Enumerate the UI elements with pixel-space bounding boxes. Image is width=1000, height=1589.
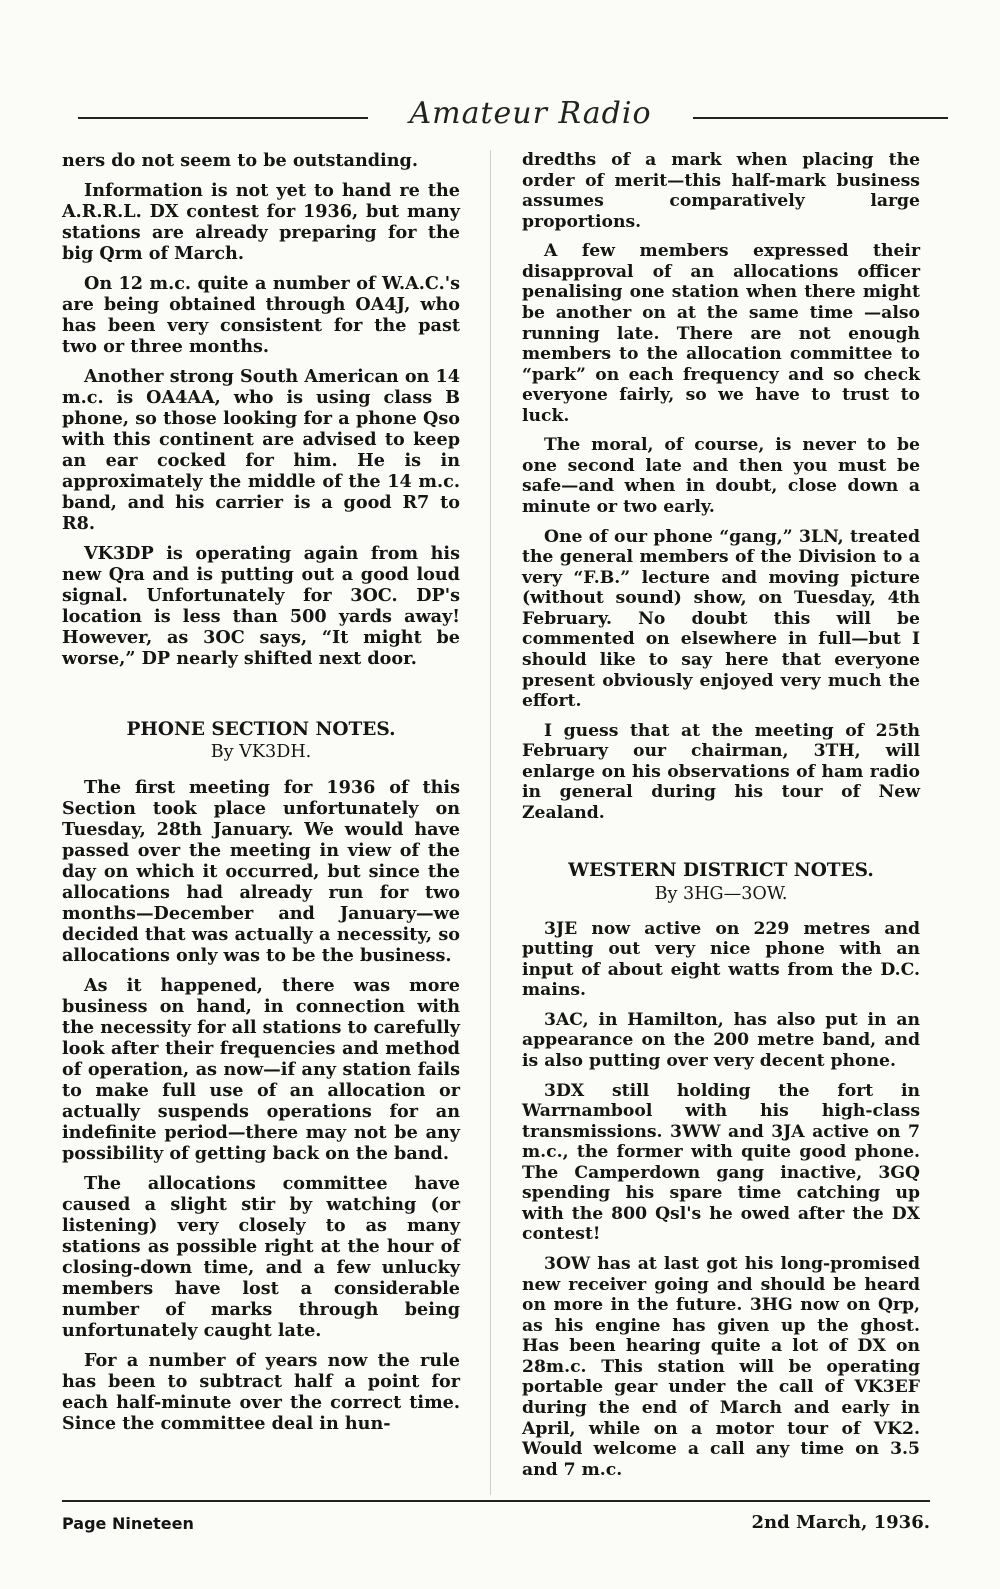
right-column xyxy=(522,150,920,1489)
paragraph: 3AC, in Hamilton, has also put in an appearance on the 200 metre band, and is also putting over very decent phone. xyxy=(522,1009,920,1071)
paragraph: dredths of a mark when placing the order of merit—this half-mark business assumes comparatively large proportions. xyxy=(522,150,920,232)
section-byline-phone: By VK3DH. xyxy=(210,742,312,762)
paragraph: The allocations committee have caused a slight stir by watching (or listening) very closely to as many stations as possible right at the hour of closing-down time, and a few unlucky members have lost a considerable number of marks through being unfortunately caught late. xyxy=(62,1173,460,1341)
paragraph: The first meeting for 1936 of this Section took place unfortunately on Tuesday, 28th January. We would have passed over the meeting in view of the day on which it occurred, but since the allocations had already run for two months—December and January—we decided that was actually a necessity, so allocations only was to be the business. xyxy=(62,777,460,966)
paragraph: On 12 m.c. quite a number of W.A.C.'s are being obtained through OA4J, who has been very consistent for the past two or three months. xyxy=(62,273,460,357)
paragraph: 3OW has at last got his long-promised new receiver going and should be heard on more in the future. 3HG now on Qrp, as his engine has given up the ghost. Has been hearing quite a lot of DX on 28m.c. This station will be operating portable gear under the call of VK3EF during the end of March and early in April, while on a motor tour of VK2. Would welcome a call any time on 3.5 and 7 m.c. xyxy=(522,1254,920,1480)
paragraph: The moral, of course, is never to be one second late and then you must be safe—and when in doubt, close down a minute or two early. xyxy=(522,435,920,517)
section-byline-western: By 3HG—3OW. xyxy=(654,884,788,904)
paragraph: As it happened, there was more business on hand, in connection with the necessity for all stations to carefully look after their frequencies and method of operation, as now—if any station fails to make full use of an allocation or actually suspends operations for an indefinite period—there may not be any possibility of getting back on the band. xyxy=(62,975,460,1164)
column-divider xyxy=(490,150,491,1495)
section-heading-phone: PHONE SECTION NOTES. xyxy=(126,719,396,740)
header-rule-dash xyxy=(916,117,930,119)
page-number: Page Nineteen xyxy=(62,1514,194,1533)
header-rule-right xyxy=(693,117,948,119)
masthead-title: Amateur Radio xyxy=(409,96,652,131)
paragraph: VK3DP is operating again from his new Qra and is putting out a good loud signal. Unfortunately for 3OC. DP's location is less than 500 yards away! However, as 3OC says, “It might be worse,” DP nearly shifted next door. xyxy=(62,543,460,669)
paragraph: A few members expressed their disapproval of an allocations officer penalising one station when there might be another on at the same time —also running late. There are not enough members to the allocation committee to “park” on each frequency and so check everyone fairly, so we have to trust to luck. xyxy=(522,241,920,426)
paragraph: I guess that at the meeting of 25th February our chairman, 3TH, will enlarge on his observations of ham radio in general during his tour of New Zealand. xyxy=(522,720,920,823)
header-rule-left xyxy=(78,117,368,119)
paragraph: 3DX still holding the fort in Warrnambool with his high-class transmissions. 3WW and 3JA active on 7 m.c., the former with quite good phone. The Camperdown gang inactive, 3GQ spending his spare time catching up with the 800 Qsl's he owed after the DX contest! xyxy=(522,1080,920,1245)
paragraph: For a number of years now the rule has been to subtract half a point for each half-minute over the correct time. Since the committee deal in hun- xyxy=(62,1350,460,1434)
page-header xyxy=(78,92,930,140)
paragraph: ners do not seem to be outstanding. xyxy=(62,150,418,171)
paragraph: Information is not yet to hand re the A.R.R.L. DX contest for 1936, but many stations are already preparing for the big Qrm of March. xyxy=(62,180,460,264)
paragraph: 3JE now active on 229 metres and putting out very nice phone with an input of about eight watts from the D.C. mains. xyxy=(522,918,920,1001)
issue-date: 2nd March, 1936. xyxy=(751,1512,930,1533)
left-column xyxy=(62,150,460,1443)
section-heading-western: WESTERN DISTRICT NOTES. xyxy=(568,860,874,882)
paragraph: One of our phone “gang,” 3LN, treated the general members of the Division to a very “F.B.” lecture and moving picture (without sound) show, on Tuesday, 4th February. No doubt this will be commented on elsewhere in full—but I should like to say here that everyone present obviously enjoyed very much the effort. xyxy=(522,526,920,712)
footer-rule xyxy=(62,1500,930,1502)
paragraph: Another strong South American on 14 m.c. is OA4AA, who is using class B phone, so those looking for a phone Qso with this continent are advised to keep an ear cocked for him. He is in approximately the middle of the 14 m.c. band, and his carrier is a good R7 to R8. xyxy=(62,366,460,534)
